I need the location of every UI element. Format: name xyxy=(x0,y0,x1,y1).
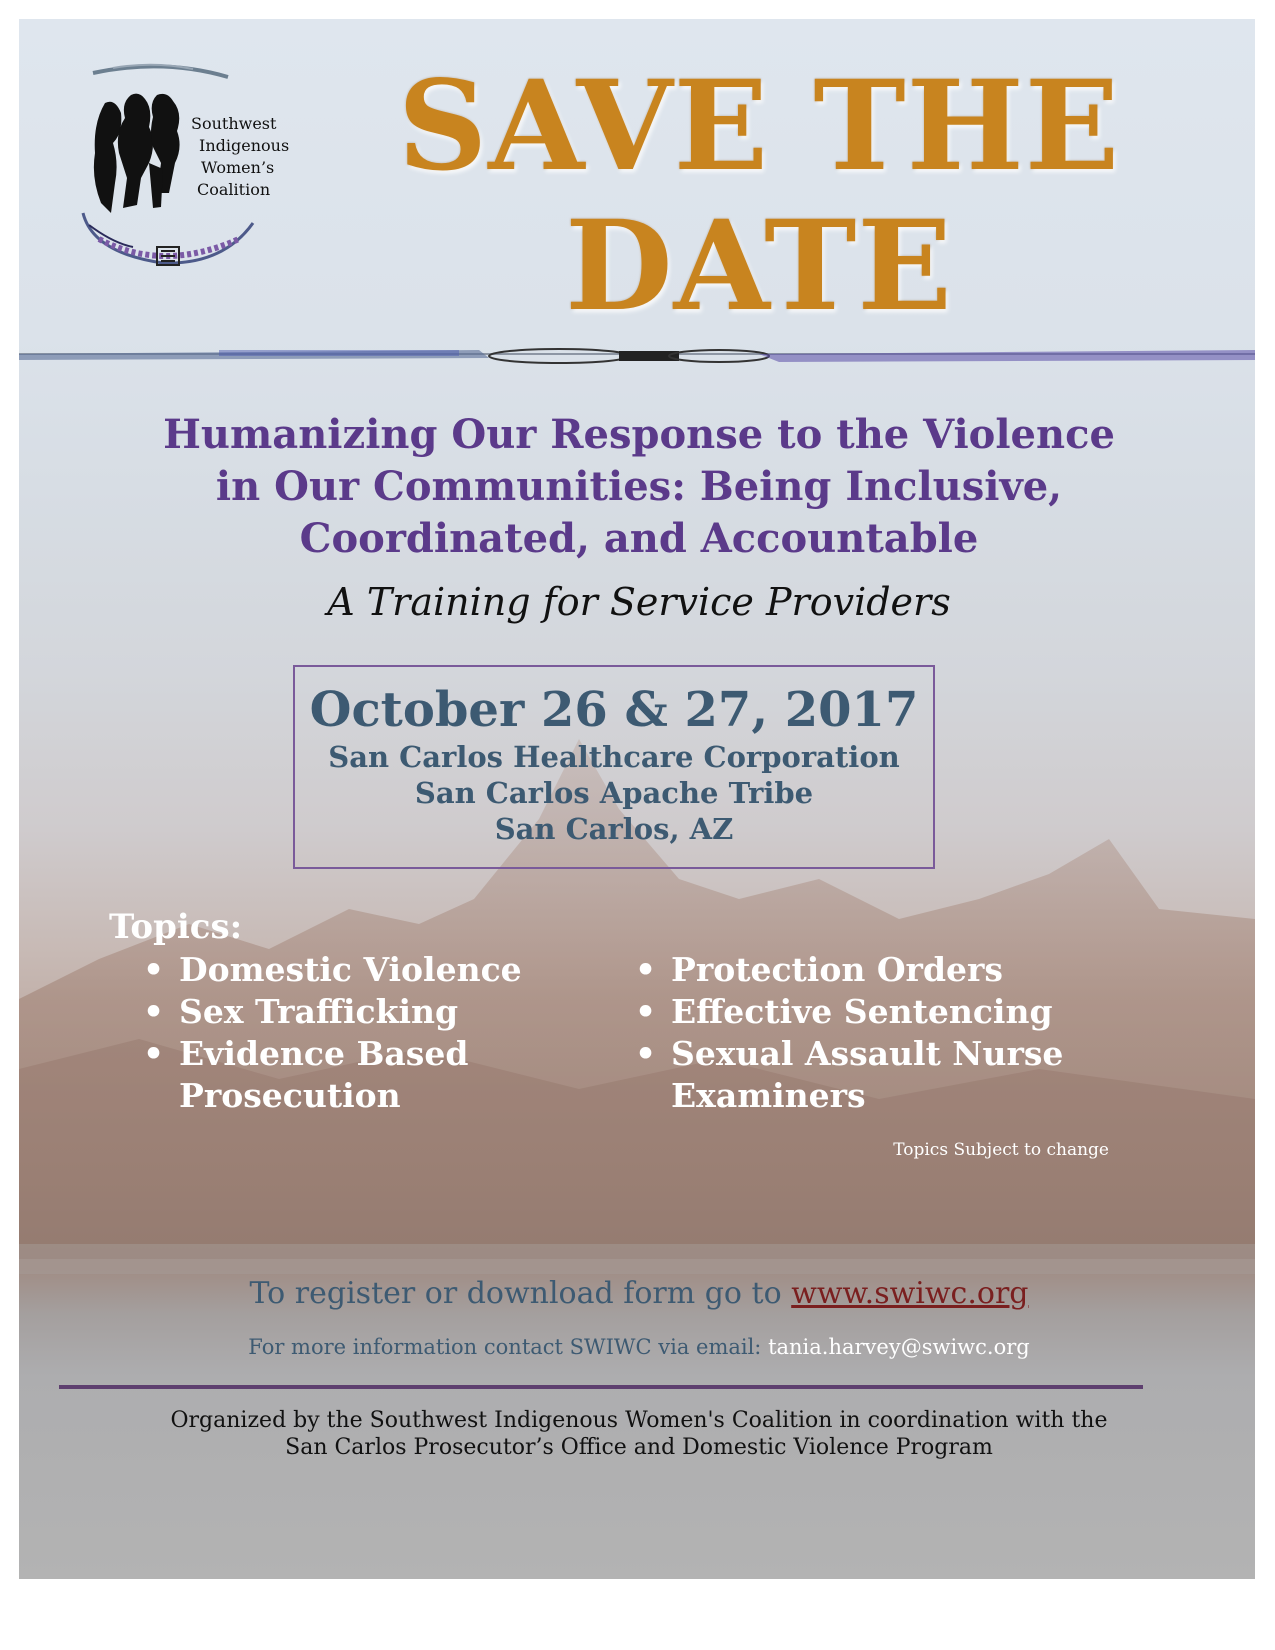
title-line: Humanizing Our Response to the Violence xyxy=(163,411,1115,458)
title-line: in Our Communities: Being Inclusive, xyxy=(215,463,1063,510)
register-text: To register or download form go to xyxy=(249,1276,792,1311)
topic-item: • Effective Sentencing xyxy=(635,991,1135,1033)
contact-email-link[interactable]: tania.harvey@swiwc.org xyxy=(768,1335,1030,1359)
footer-divider xyxy=(59,1385,1143,1389)
event-venue: San Carlos Healthcare Corporation xyxy=(328,740,900,774)
website-link[interactable]: www.swiwc.org xyxy=(791,1276,1029,1311)
logo-line: Women’s xyxy=(201,158,275,177)
topics-heading: Topics: xyxy=(109,907,243,947)
footer-line: Organized by the Southwest Indigenous Women's Coalition in coordination with the xyxy=(170,1408,1108,1433)
contact-line xyxy=(119,1332,1159,1362)
logo-line: Indigenous xyxy=(199,136,290,155)
title-line: Coordinated, and Accountable xyxy=(299,515,979,562)
training-title xyxy=(99,409,1179,565)
footer-line: San Carlos Prosecutor’s Office and Domestic Violence Program xyxy=(285,1435,993,1460)
topic-item: • Domestic Violence xyxy=(143,949,643,991)
save-the-date-headline xyxy=(349,54,1169,339)
register-line xyxy=(119,1274,1159,1314)
organizer-footer xyxy=(79,1407,1199,1461)
headline-line: DATE xyxy=(565,194,953,339)
training-subtitle: A Training for Service Providers xyxy=(327,580,951,624)
swiwc-logo xyxy=(53,43,290,283)
event-details-box xyxy=(293,665,935,869)
event-host: San Carlos Apache Tribe xyxy=(414,776,814,810)
topic-item: • Evidence Based Prosecution xyxy=(143,1033,643,1117)
logo-line: Southwest xyxy=(191,114,277,133)
topics-list-left xyxy=(143,949,643,1117)
decorative-divider xyxy=(19,342,1255,370)
topic-item: • Sexual Assault Nurse Examiners xyxy=(635,1033,1135,1117)
topic-item: • Protection Orders xyxy=(635,949,1135,991)
event-location: San Carlos, AZ xyxy=(494,812,734,846)
contact-text: For more information contact SWIWC via email: xyxy=(248,1335,769,1359)
headline-line: SAVE THE xyxy=(397,54,1121,199)
logo-org-name xyxy=(191,113,321,201)
topics-note: Topics Subject to change xyxy=(893,1140,1109,1160)
topics-list-right xyxy=(635,949,1135,1117)
topic-item: • Sex Trafficking xyxy=(143,991,643,1033)
event-date: October 26 & 27, 2017 xyxy=(309,682,919,738)
logo-line: Coalition xyxy=(197,180,271,199)
flyer xyxy=(19,19,1255,1579)
